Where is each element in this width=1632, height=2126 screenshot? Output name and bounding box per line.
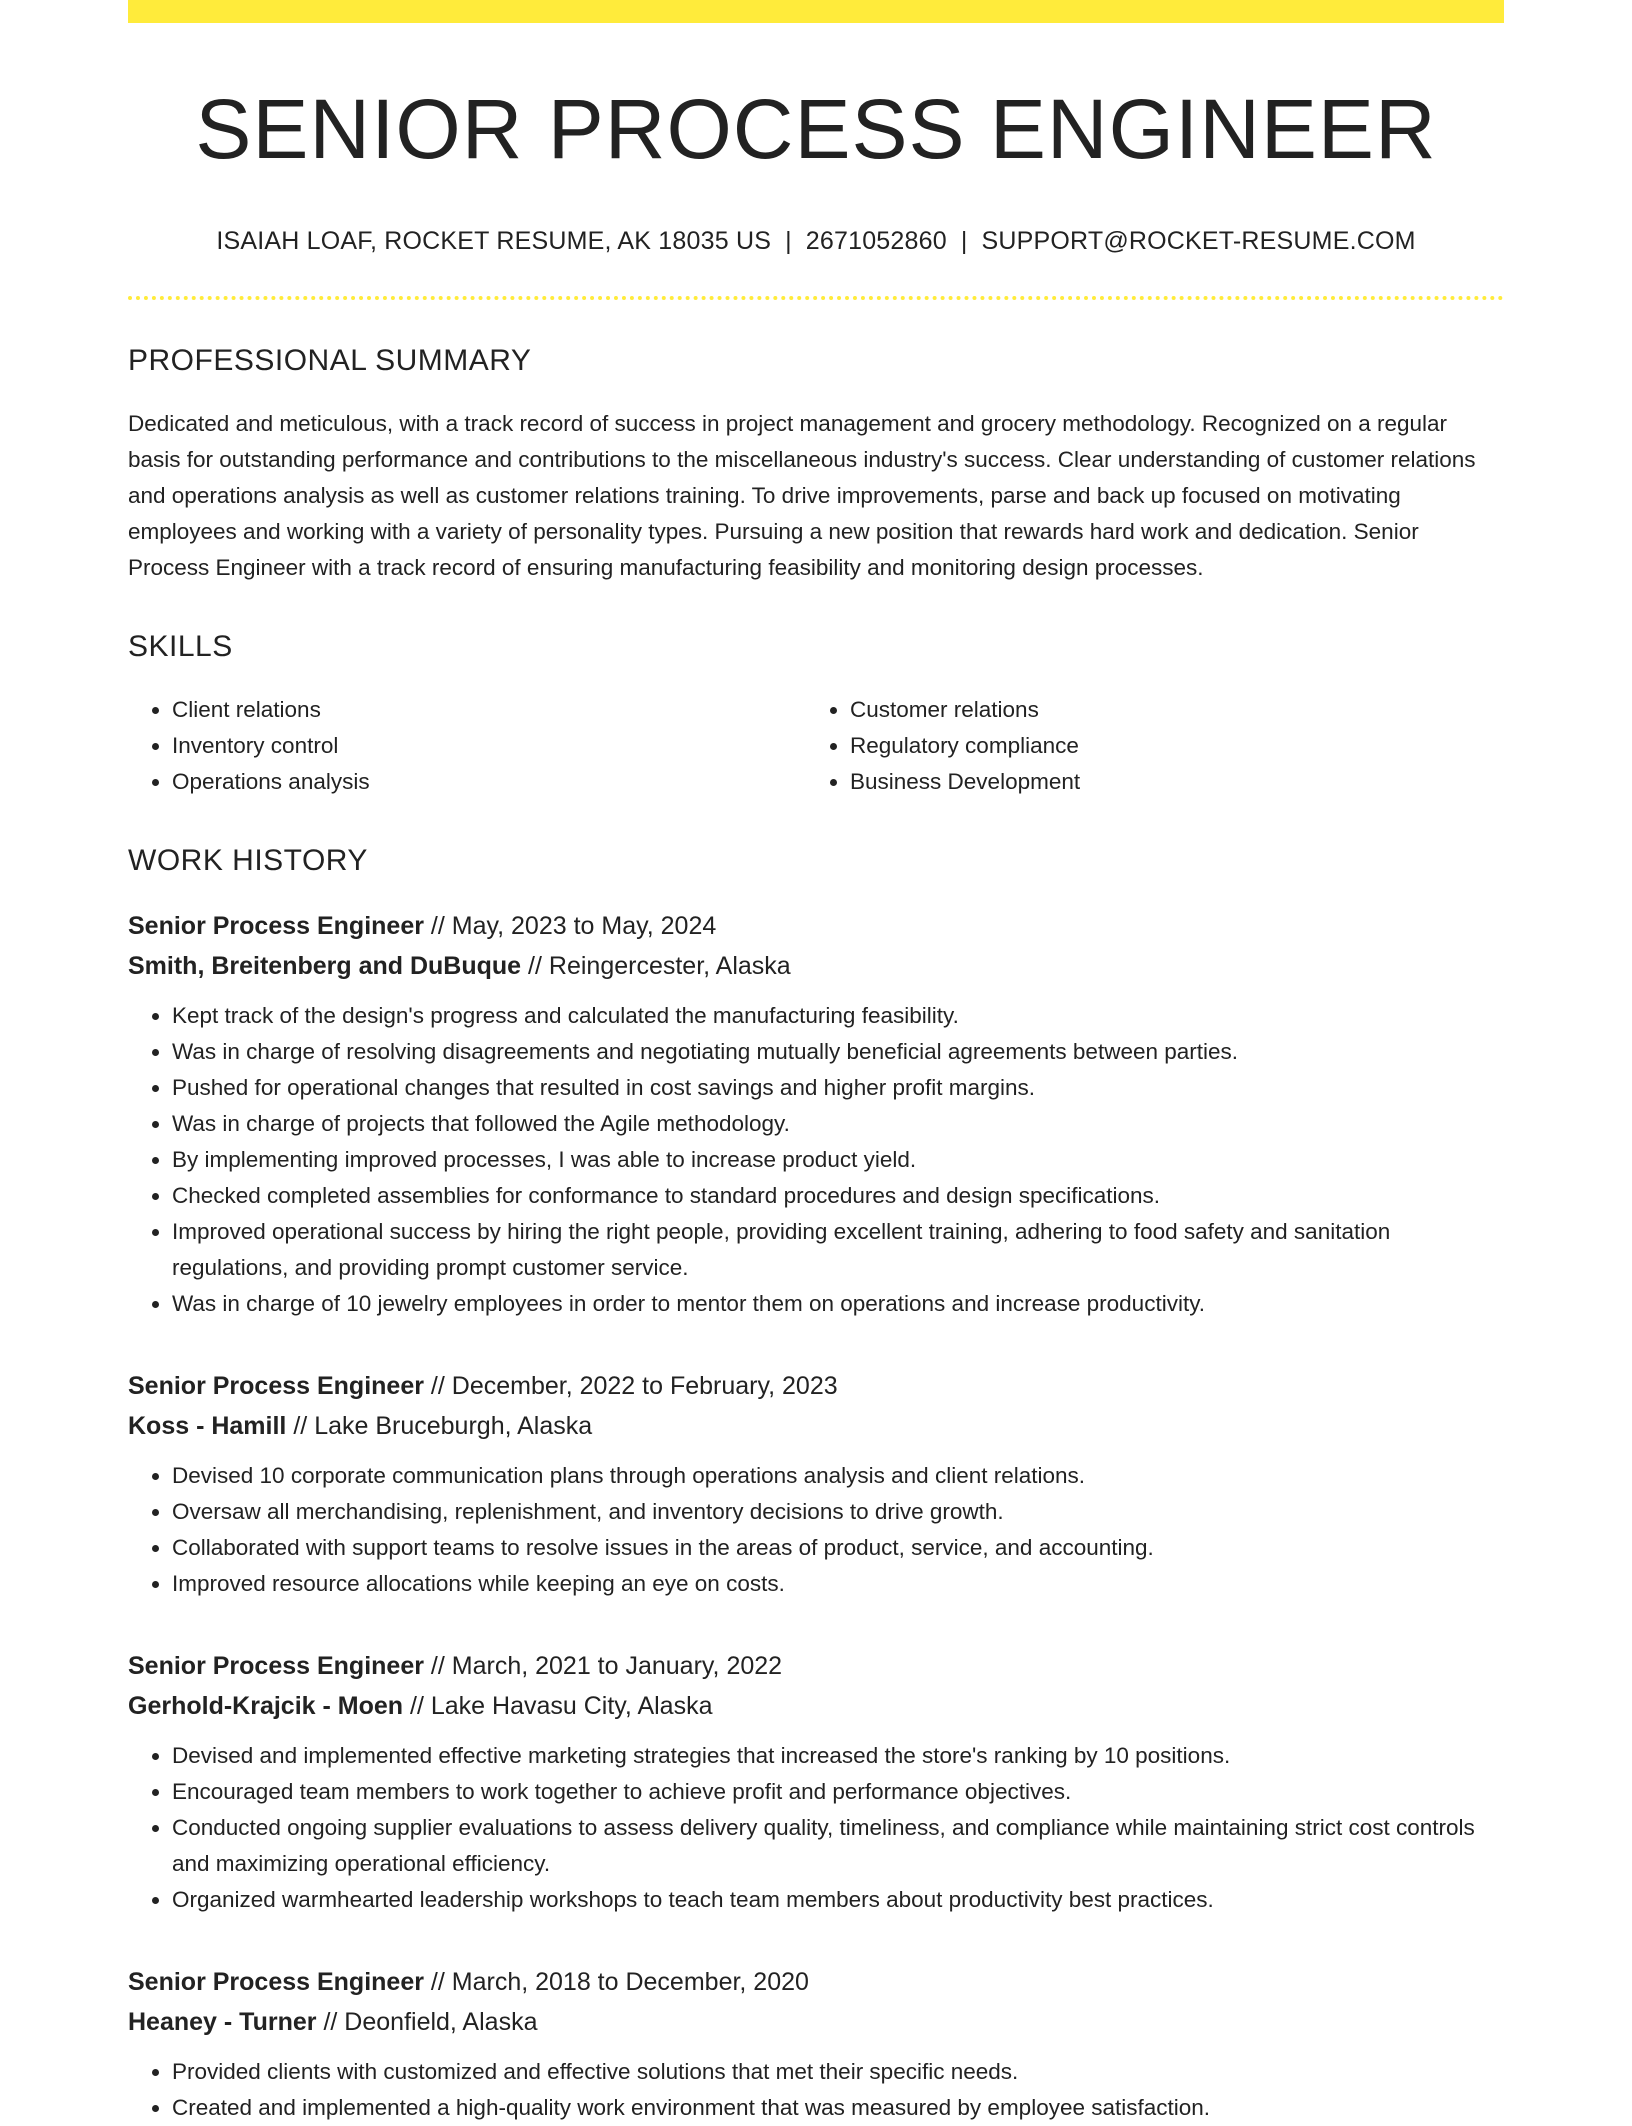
skill-item: • Customer relations bbox=[850, 692, 1484, 728]
job-bullets bbox=[128, 1738, 1504, 1918]
job-bullet: • Was in charge of 10 jewelry employees in order to mentor them on operations and increase productivity. bbox=[172, 1286, 1504, 1322]
job-dates: March, 2021 to January, 2022 bbox=[451, 1652, 783, 1681]
job-separator: // bbox=[430, 912, 445, 941]
job-dates: March, 2018 to December, 2020 bbox=[451, 1968, 809, 1997]
job-bullets bbox=[128, 1458, 1504, 1602]
job-title-line bbox=[128, 906, 1504, 946]
job-entry bbox=[128, 1646, 1504, 1918]
job-location: Reingercester, Alaska bbox=[548, 952, 791, 981]
contact-phone: 2671052860 bbox=[805, 227, 947, 256]
job-entry bbox=[128, 1962, 1504, 2126]
skill-item: • Client relations bbox=[172, 692, 806, 728]
accent-bar bbox=[128, 0, 1504, 23]
job-separator: // bbox=[528, 952, 542, 981]
job-title: Senior Process Engineer bbox=[128, 912, 424, 941]
job-location: Lake Bruceburgh, Alaska bbox=[314, 1412, 593, 1441]
contact-line bbox=[128, 227, 1504, 256]
job-title-line bbox=[128, 1366, 1504, 1406]
job-location: Lake Havasu City, Alaska bbox=[430, 1692, 713, 1721]
dotted-divider bbox=[128, 296, 1504, 300]
resume-page bbox=[128, 0, 1504, 2126]
job-bullet: • Collaborated with support teams to resolve issues in the areas of product, service, and accounting. bbox=[172, 1530, 1504, 1566]
skill-item: • Operations analysis bbox=[172, 764, 806, 800]
job-bullet: • Devised 10 corporate communication plans through operations analysis and client relations. bbox=[172, 1458, 1504, 1494]
resume-title: SENIOR PROCESS ENGINEER bbox=[195, 82, 1437, 176]
job-bullet: • Provided clients with customized and effective solutions that met their specific needs. bbox=[172, 2054, 1504, 2090]
skill-item: • Regulatory compliance bbox=[850, 728, 1484, 764]
job-bullet: • Created and implemented a high-quality work environment that was measured by employee satisfaction. bbox=[172, 2090, 1504, 2126]
job-company: Gerhold-Krajcik - Moen bbox=[128, 1692, 404, 1721]
job-company-line bbox=[128, 1406, 1504, 1446]
job-title: Senior Process Engineer bbox=[128, 1968, 424, 1997]
job-bullet: • By implementing improved processes, I was able to increase product yield. bbox=[172, 1142, 1504, 1178]
job-entry bbox=[128, 1366, 1504, 1602]
skills-column-left bbox=[128, 692, 806, 800]
job-bullet: • Encouraged team members to work together to achieve profit and performance objectives. bbox=[172, 1774, 1504, 1810]
skills-heading: SKILLS bbox=[128, 630, 233, 664]
job-bullets bbox=[128, 2054, 1504, 2126]
job-title: Senior Process Engineer bbox=[128, 1372, 424, 1401]
job-separator: // bbox=[430, 1968, 445, 1997]
job-separator: // bbox=[323, 2008, 338, 2037]
job-title-line bbox=[128, 1962, 1504, 2002]
job-dates: December, 2022 to February, 2023 bbox=[451, 1372, 838, 1401]
job-dates: May, 2023 to May, 2024 bbox=[451, 912, 717, 941]
job-bullet: • Organized warmhearted leadership workshops to teach team members about productivity best practices. bbox=[172, 1882, 1504, 1918]
job-bullet: • Improved operational success by hiring the right people, providing excellent training, adhering to food safety and sanitation regulations, and providing prompt customer service. bbox=[172, 1214, 1504, 1286]
skill-item: • Inventory control bbox=[172, 728, 806, 764]
job-location: Deonfield, Alaska bbox=[344, 2008, 538, 2037]
job-bullet: • Pushed for operational changes that resulted in cost savings and higher profit margins. bbox=[172, 1070, 1504, 1106]
skill-item: • Business Development bbox=[850, 764, 1484, 800]
job-company: Heaney - Turner bbox=[128, 2008, 317, 2037]
job-bullet: • Checked completed assemblies for conformance to standard procedures and design specifications. bbox=[172, 1178, 1504, 1214]
job-bullets bbox=[128, 998, 1504, 1322]
job-company-line bbox=[128, 1686, 1504, 1726]
job-separator: // bbox=[293, 1412, 308, 1441]
job-separator: // bbox=[410, 1692, 424, 1721]
job-title: Senior Process Engineer bbox=[128, 1652, 424, 1681]
job-bullet: • Conducted ongoing supplier evaluations to assess delivery quality, timeliness, and compliance while maintaining strict cost controls and maximizing operational efficiency. bbox=[172, 1810, 1504, 1882]
work-history-heading: WORK HISTORY bbox=[128, 844, 368, 878]
summary-text: Dedicated and meticulous, with a track record of success in project management and grocery methodology. Recognized on a regular basis for outstanding performance and contributions to the miscellaneous industry's success. Clear understanding of customer relations and operations analysis as well as customer relations training. To drive improvements, parse and back up focused on motivating employees and working with a variety of personality types. Pursuing a new position that rewards hard work and dedication. Senior Process Engineer with a track record of ensuring manufacturing feasibility and monitoring design processes. bbox=[128, 411, 1476, 581]
job-separator: // bbox=[430, 1372, 445, 1401]
job-bullet: • Was in charge of resolving disagreements and negotiating mutually beneficial agreements between parties. bbox=[172, 1034, 1504, 1070]
job-company: Smith, Breitenberg and DuBuque bbox=[128, 952, 522, 981]
skills-column-right bbox=[806, 692, 1484, 800]
job-bullet: • Oversaw all merchandising, replenishment, and inventory decisions to drive growth. bbox=[172, 1494, 1504, 1530]
job-bullet: • Was in charge of projects that followed the Agile methodology. bbox=[172, 1106, 1504, 1142]
job-company-line bbox=[128, 2002, 1504, 2042]
contact-separator: | bbox=[960, 227, 968, 256]
job-company: Koss - Hamill bbox=[128, 1412, 287, 1441]
job-company-line bbox=[128, 946, 1504, 986]
contact-address: ISAIAH LOAF, ROCKET RESUME, AK 18035 US bbox=[216, 227, 772, 256]
job-separator: // bbox=[430, 1652, 445, 1681]
job-entry bbox=[128, 906, 1504, 1322]
job-title-line bbox=[128, 1646, 1504, 1686]
contact-separator: | bbox=[785, 227, 792, 256]
skills-list bbox=[128, 692, 1504, 800]
job-bullet: • Kept track of the design's progress and calculated the manufacturing feasibility. bbox=[172, 998, 1504, 1034]
summary-heading: PROFESSIONAL SUMMARY bbox=[128, 344, 532, 378]
job-bullet: • Devised and implemented effective marketing strategies that increased the store's ranking by 10 positions. bbox=[172, 1738, 1504, 1774]
contact-email: SUPPORT@ROCKET-RESUME.COM bbox=[981, 227, 1416, 256]
job-bullet: • Improved resource allocations while keeping an eye on costs. bbox=[172, 1566, 1504, 1602]
